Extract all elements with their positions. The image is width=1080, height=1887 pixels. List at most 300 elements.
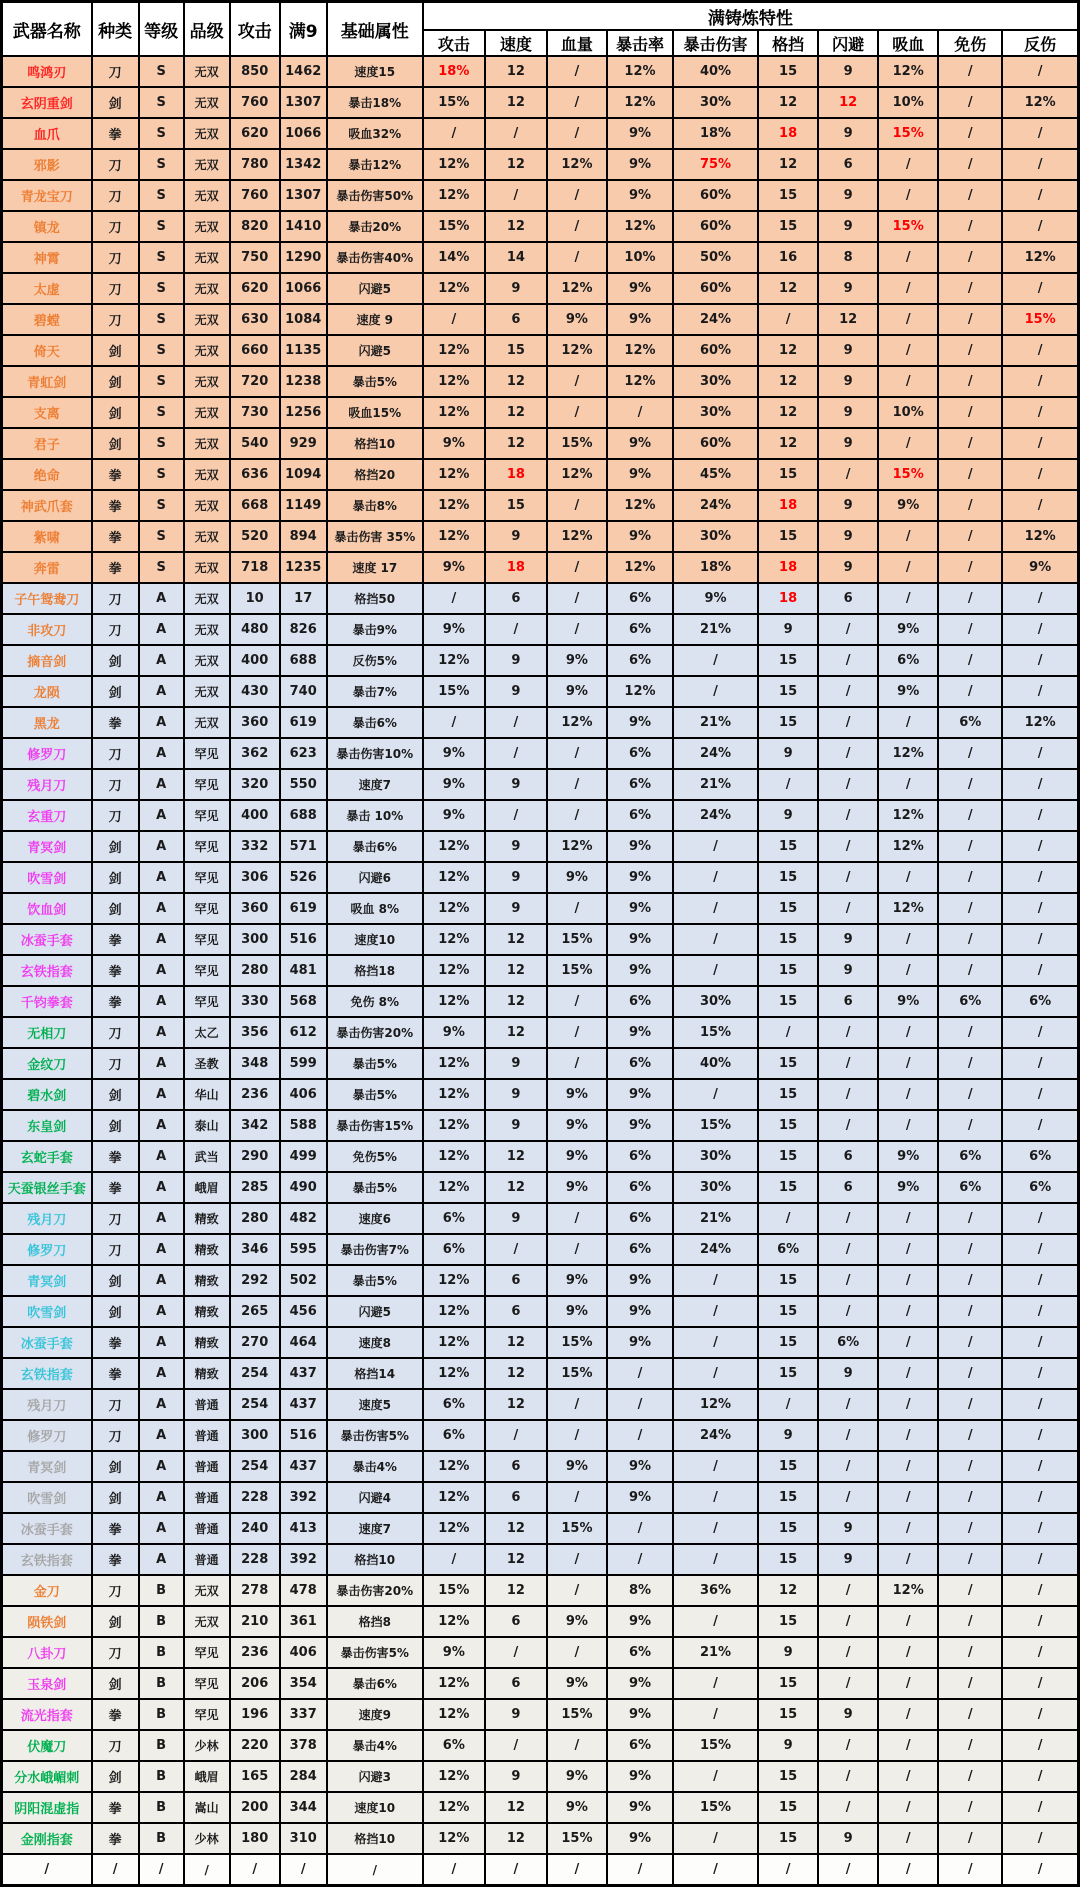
table-row [2,1172,1079,1203]
trait-thorns: / [1002,1482,1078,1513]
table-row [2,1637,1079,1668]
table-row [2,1730,1079,1761]
trait-hp: 9% [547,1079,607,1110]
table-row [2,1327,1079,1358]
trait-crit-damage: 24% [673,738,758,769]
weapon-grade: S [139,118,184,149]
weapon-type: 刀 [92,180,139,211]
trait-thorns: / [1002,1234,1078,1265]
table-row [2,924,1079,955]
attack-value: 356 [230,1017,280,1048]
weapon-grade: A [139,862,184,893]
trait-dodge: 9 [818,1513,878,1544]
trait-attack: 12% [423,1327,485,1358]
base-attribute: 格挡18 [327,955,423,986]
trait-block: 15 [758,211,818,242]
trait-crit-rate: 9% [607,428,673,459]
trait-speed: 12 [485,1172,547,1203]
trait-block: 18 [758,552,818,583]
trait-damage-immunity: / [938,1637,1002,1668]
base-attribute: 速度10 [327,1792,423,1823]
trait-attack: 9% [423,552,485,583]
trait-attack: 12% [423,1296,485,1327]
base-attribute: 暴击12% [327,149,423,180]
attack-value: 630 [230,304,280,335]
trait-block: / [758,769,818,800]
weapon-type: 剑 [92,87,139,118]
attack-value: 660 [230,335,280,366]
trait-damage-immunity: / [938,1513,1002,1544]
trait-speed: 12 [485,397,547,428]
full9-value: 571 [280,831,327,862]
trait-crit-damage: 30% [673,1172,758,1203]
trait-crit-damage: 21% [673,614,758,645]
trait-damage-immunity: / [938,614,1002,645]
trait-attack: 6% [423,1420,485,1451]
attack-value: 400 [230,800,280,831]
trait-crit-rate: 9% [607,521,673,552]
trait-lifesteal: / [878,1420,938,1451]
trait-damage-immunity: 6% [938,986,1002,1017]
trait-damage-immunity: / [938,1823,1002,1854]
weapon-name: 金刚指套 [2,1823,92,1854]
weapon-type: 剑 [92,1606,139,1637]
weapon-type: 刀 [92,738,139,769]
base-attribute: 速度5 [327,1389,423,1420]
trait-block: 15 [758,1544,818,1575]
trait-crit-rate: 9% [607,831,673,862]
attack-value: 668 [230,490,280,521]
weapon-quality: 无双 [184,397,230,428]
trait-crit-damage: / [673,862,758,893]
weapon-grade: A [139,1172,184,1203]
weapon-name: 修罗刀 [2,738,92,769]
trait-damage-immunity: 6% [938,1141,1002,1172]
trait-damage-immunity: / [938,180,1002,211]
trait-attack: 12% [423,955,485,986]
trait-attack: 6% [423,1730,485,1761]
trait-attack: 14% [423,242,485,273]
trait-lifesteal: / [878,1854,938,1886]
trait-thorns: 15% [1002,304,1078,335]
trait-attack: 12% [423,1761,485,1792]
weapon-quality: 罕见 [184,986,230,1017]
trait-crit-rate: 9% [607,118,673,149]
attack-value: 360 [230,893,280,924]
trait-dodge: 6 [818,1141,878,1172]
weapon-type: 拳 [92,1699,139,1730]
trait-attack: 12% [423,924,485,955]
weapon-grade: A [139,800,184,831]
trait-hp: / [547,1389,607,1420]
trait-crit-damage: 21% [673,707,758,738]
trait-dodge: / [818,1575,878,1606]
weapon-grade: B [139,1575,184,1606]
attack-value: 254 [230,1389,280,1420]
trait-crit-rate: 9% [607,1017,673,1048]
trait-hp: / [547,1203,607,1234]
base-attribute: 吸血32% [327,118,423,149]
trait-crit-rate: 9% [607,1823,673,1854]
weapon-type: 刀 [92,769,139,800]
trait-dodge: 9 [818,955,878,986]
weapon-type: 刀 [92,1234,139,1265]
table-row [2,521,1079,552]
trait-crit-rate: 9% [607,1699,673,1730]
trait-speed: / [485,707,547,738]
weapon-name: 冰蚕手套 [2,924,92,955]
trait-speed: 9 [485,1079,547,1110]
weapon-grade: S [139,335,184,366]
trait-thorns: / [1002,1048,1078,1079]
trait-dodge: / [818,1296,878,1327]
trait-thorns: / [1002,1854,1078,1886]
base-attribute: 暴击5% [327,1048,423,1079]
trait-damage-immunity: / [938,459,1002,490]
trait-hp: 12% [547,707,607,738]
trait-crit-rate: 12% [607,335,673,366]
trait-dodge: / [818,1203,878,1234]
trait-speed: 6 [485,1296,547,1327]
full9-value: 588 [280,1110,327,1141]
trait-crit-rate: 8% [607,1575,673,1606]
weapon-grade: A [139,1482,184,1513]
trait-crit-rate: 12% [607,87,673,118]
attack-value: 228 [230,1544,280,1575]
trait-crit-rate: 6% [607,645,673,676]
trait-crit-damage: 24% [673,1234,758,1265]
attack-value: 210 [230,1606,280,1637]
weapon-name: 青冥剑 [2,1451,92,1482]
trait-lifesteal: 9% [878,1172,938,1203]
trait-attack: 15% [423,676,485,707]
trait-lifesteal: / [878,1234,938,1265]
weapon-name: 紫啸 [2,521,92,552]
trait-speed: 9 [485,521,547,552]
trait-dodge: 6 [818,986,878,1017]
weapon-type: 刀 [92,304,139,335]
trait-lifesteal: / [878,180,938,211]
weapon-name: 青冥剑 [2,831,92,862]
weapon-type: 剑 [92,676,139,707]
trait-attack: 12% [423,1451,485,1482]
trait-block: 15 [758,1296,818,1327]
table-row [2,335,1079,366]
weapon-name: 东皇剑 [2,1110,92,1141]
trait-thorns: / [1002,1637,1078,1668]
weapon-name: 吹雪剑 [2,862,92,893]
trait-lifesteal: / [878,955,938,986]
full9-value: 437 [280,1451,327,1482]
trait-attack: 12% [423,1699,485,1730]
full9-value: 599 [280,1048,327,1079]
trait-attack: 12% [423,1482,485,1513]
trait-speed: 6 [485,304,547,335]
attack-value: 540 [230,428,280,459]
col-header-trait-damage-immunity: 免伤 [938,30,1002,56]
attack-value: 346 [230,1234,280,1265]
trait-dodge: / [818,1389,878,1420]
trait-thorns: / [1002,1265,1078,1296]
trait-crit-rate: 12% [607,366,673,397]
trait-speed: / [485,1637,547,1668]
weapon-grade: S [139,552,184,583]
weapon-quality: 峨眉 [184,1172,230,1203]
table-row [2,211,1079,242]
trait-crit-rate: 6% [607,1141,673,1172]
trait-thorns: / [1002,397,1078,428]
trait-hp: 9% [547,862,607,893]
weapon-type: 刀 [92,273,139,304]
weapon-grade: B [139,1761,184,1792]
trait-thorns: / [1002,1203,1078,1234]
weapon-grade: S [139,56,184,87]
attack-value: 362 [230,738,280,769]
trait-speed: 12 [485,87,547,118]
col-header-trait-block: 格挡 [758,30,818,56]
trait-hp: / [547,800,607,831]
trait-damage-immunity: / [938,118,1002,149]
weapon-name: 残月刀 [2,769,92,800]
trait-thorns: / [1002,1575,1078,1606]
base-attribute: 暴击8% [327,490,423,521]
full9-value: 337 [280,1699,327,1730]
trait-block: 15 [758,1513,818,1544]
base-attribute: 暴击18% [327,87,423,118]
trait-thorns: / [1002,1017,1078,1048]
table-row [2,1079,1079,1110]
trait-lifesteal: / [878,242,938,273]
full9-value: 1238 [280,366,327,397]
full9-value: 1307 [280,87,327,118]
full9-value: 378 [280,1730,327,1761]
trait-crit-rate: 12% [607,676,673,707]
weapon-grade: B [139,1606,184,1637]
trait-crit-rate: 6% [607,738,673,769]
trait-dodge: / [818,1730,878,1761]
trait-block: / [758,304,818,335]
trait-crit-damage: 21% [673,1637,758,1668]
trait-block: 12 [758,366,818,397]
trait-dodge: / [818,1017,878,1048]
trait-dodge: / [818,645,878,676]
trait-attack: 12% [423,521,485,552]
table-row [2,1761,1079,1792]
trait-crit-rate: 9% [607,1792,673,1823]
trait-damage-immunity: / [938,1451,1002,1482]
trait-block: 15 [758,521,818,552]
trait-dodge: 6% [818,1327,878,1358]
trait-block: 15 [758,1451,818,1482]
trait-crit-damage: 75% [673,149,758,180]
trait-thorns: / [1002,459,1078,490]
weapon-type: 剑 [92,893,139,924]
table-row [2,242,1079,273]
trait-speed: 6 [485,1668,547,1699]
trait-speed: / [485,180,547,211]
trait-speed: / [485,1420,547,1451]
weapon-name: 天蚕银丝手套 [2,1172,92,1203]
trait-thorns: 9% [1002,552,1078,583]
trait-speed: / [485,1234,547,1265]
trait-lifesteal: 12% [878,1575,938,1606]
table-row [2,552,1079,583]
table-row [2,1141,1079,1172]
weapon-quality: 罕见 [184,1668,230,1699]
trait-thorns: / [1002,583,1078,614]
trait-crit-damage: / [673,1451,758,1482]
full9-value: 1084 [280,304,327,335]
weapon-quality: 无双 [184,56,230,87]
trait-block: 15 [758,1141,818,1172]
base-attribute: 暴击5% [327,366,423,397]
trait-lifesteal: / [878,769,938,800]
weapon-quality: 罕见 [184,831,230,862]
weapon-quality: 罕见 [184,769,230,800]
full9-value: 482 [280,1203,327,1234]
trait-damage-immunity: 6% [938,1172,1002,1203]
trait-thorns: / [1002,924,1078,955]
trait-damage-immunity: / [938,738,1002,769]
trait-block: 15 [758,56,818,87]
trait-lifesteal: / [878,366,938,397]
trait-dodge: / [818,1420,878,1451]
trait-damage-immunity: / [938,211,1002,242]
trait-speed: 12 [485,428,547,459]
trait-thorns: / [1002,1389,1078,1420]
table-row [2,1265,1079,1296]
attack-value: 636 [230,459,280,490]
trait-crit-rate: / [607,1854,673,1886]
trait-thorns: / [1002,1296,1078,1327]
weapon-grade: A [139,924,184,955]
trait-thorns: / [1002,1792,1078,1823]
weapon-table-body [2,56,1079,1886]
weapon-name: 碧水剑 [2,1079,92,1110]
weapon-name: 无相刀 [2,1017,92,1048]
weapon-type: 剑 [92,1296,139,1327]
trait-thorns: 12% [1002,707,1078,738]
trait-speed: / [485,118,547,149]
full9-value: 1066 [280,118,327,149]
trait-attack: 12% [423,335,485,366]
attack-value: 330 [230,986,280,1017]
weapon-grade: A [139,1389,184,1420]
attack-value: 520 [230,521,280,552]
weapon-quality: 圣教 [184,1048,230,1079]
trait-thorns: / [1002,490,1078,521]
trait-crit-rate: 9% [607,955,673,986]
trait-damage-immunity: / [938,1234,1002,1265]
attack-value: 228 [230,1482,280,1513]
weapon-grade: B [139,1637,184,1668]
base-attribute: 速度8 [327,1327,423,1358]
weapon-name: 玄蛇手套 [2,1141,92,1172]
weapon-grade: A [139,583,184,614]
trait-block: 12 [758,397,818,428]
trait-dodge: / [818,676,878,707]
trait-attack: 6% [423,1389,485,1420]
weapon-type: 刀 [92,1420,139,1451]
trait-dodge: 6 [818,149,878,180]
table-row [2,428,1079,459]
trait-attack: 6% [423,1234,485,1265]
weapon-quality: 无双 [184,428,230,459]
trait-speed: 9 [485,273,547,304]
trait-block: 15 [758,831,818,862]
trait-lifesteal: 12% [878,831,938,862]
trait-thorns: / [1002,1420,1078,1451]
trait-hp: 9% [547,676,607,707]
full9-value: 526 [280,862,327,893]
trait-lifesteal: / [878,1079,938,1110]
attack-value: 750 [230,242,280,273]
trait-lifesteal: / [878,1110,938,1141]
trait-crit-damage: / [673,893,758,924]
full9-value: 406 [280,1079,327,1110]
table-row [2,955,1079,986]
weapon-name: 饮血剑 [2,893,92,924]
weapon-name: 青龙宝刀 [2,180,92,211]
trait-lifesteal: 9% [878,986,938,1017]
trait-speed: 9 [485,1699,547,1730]
weapon-quality: / [184,1854,230,1886]
base-attribute: 闪避4 [327,1482,423,1513]
trait-thorns: / [1002,1730,1078,1761]
trait-damage-immunity: / [938,1110,1002,1141]
base-attribute: 吸血15% [327,397,423,428]
trait-dodge: 9 [818,552,878,583]
full9-value: 502 [280,1265,327,1296]
table-row [2,304,1079,335]
weapon-type: 拳 [92,1172,139,1203]
weapon-quality: 罕见 [184,1637,230,1668]
trait-attack: 9% [423,769,485,800]
trait-thorns: / [1002,1699,1078,1730]
trait-crit-damage: 15% [673,1017,758,1048]
weapon-type: 刀 [92,800,139,831]
trait-attack: 9% [423,428,485,459]
trait-speed: 15 [485,490,547,521]
attack-value: 300 [230,924,280,955]
base-attribute: / [327,1854,423,1886]
trait-damage-immunity: / [938,242,1002,273]
trait-crit-rate: 9% [607,1482,673,1513]
weapon-grade: A [139,831,184,862]
attack-value: 306 [230,862,280,893]
trait-dodge: 6 [818,1172,878,1203]
trait-attack: 18% [423,56,485,87]
trait-dodge: / [818,1761,878,1792]
trait-crit-damage: / [673,1668,758,1699]
weapon-name: 摘音剑 [2,645,92,676]
weapon-name: 邪影 [2,149,92,180]
trait-hp: / [547,986,607,1017]
trait-hp: 15% [547,955,607,986]
full9-value: 595 [280,1234,327,1265]
attack-value: 236 [230,1637,280,1668]
trait-block: 9 [758,1730,818,1761]
trait-attack: 12% [423,1606,485,1637]
base-attribute: 免伤 8% [327,986,423,1017]
trait-block: 15 [758,1823,818,1854]
trait-attack: 9% [423,800,485,831]
attack-value: 718 [230,552,280,583]
trait-hp: 9% [547,1110,607,1141]
weapon-quality: 华山 [184,1079,230,1110]
weapon-name: 残月刀 [2,1389,92,1420]
trait-hp: 15% [547,1358,607,1389]
